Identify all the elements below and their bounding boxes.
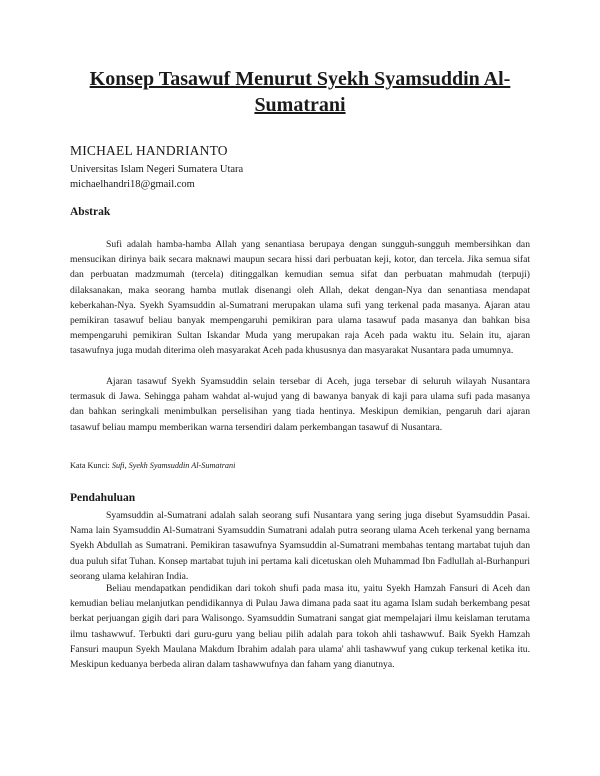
abstract-heading: Abstrak [70,206,111,218]
author-affiliation: Universitas Islam Negeri Sumatera Utara [70,164,244,175]
paper-title: Konsep Tasawuf Menurut Syekh Syamsuddin Al-Sumatrani [89,68,511,116]
keywords [70,461,235,470]
keywords-label: Kata Kunci: [70,461,110,470]
abstract-paragraph-1: Sufi adalah hamba-hamba Allah yang senantiasa berupaya dengan sungguh-sungguh membersihkan dan mensucikan dirinya baik secara maknawi maupun secara hissi dari perbuatan keji, kotor, dan tercela. Jika semua sifat dan perbuatan madzmumah (tercela) ditinggalkan kemudian semua sifat dan perbuatan mahmudah (terpuji) dilaksanakan, maka seorang hamba mutlak disenangi oleh Allah, dekat dengan-Nya dan senantiasa mendapat keberkahan-Nya. Syekh Syamsuddin al-Sumatrani merupakan ulama sufi yang terkenal pada masanya. Ajaran atau pemikiran tasawuf beliau banyak mempengaruhi pemikiran para ulama tasawuf pada masanya dan bahkan bisa mempengaruhi pemikiran Sultan Iskandar Muda yang merupakan raja Aceh pada waktu itu. Selain itu, ajaran tasawufnya juga mudah diterima oleh masyarakat Aceh pada khususnya dan masyarakat Nusantara pada umumnya. [70,239,530,357]
author-email[interactable]: michaelhandri18@gmail.com [70,179,195,190]
author-name: MICHAEL HANDRIANTO [70,143,228,158]
intro-paragraph-1: Syamsuddin al-Sumatrani adalah salah seorang sufi Nusantara yang sering juga disebut Syamsuddin Pasai. Nama lain Syamsuddin Al-Sumatrani Syamsuddin Sumatrani adalah putra seorang ulama Aceh terkenal yang bernama Syekh Abdullah as Sumatrani. Pemikiran tasawufnya Syamsuddin al-Sumatrani membahas tentang martabat tujuh dan dua puluh sifat Tuhan. Konsep martabat tujuh ini pertama kali dicetuskan oleh Muhammad Ibn Fadlullah al-Burhanpuri seorang ulama kelahiran India. [70,510,530,582]
abstract-paragraph-2: Ajaran tasawuf Syekh Syamsuddin selain tersebar di Aceh, juga tersebar di seluruh wilayah Nusantara termasuk di Jawa. Sehingga paham wahdat al-wujud yang di bawanya banyak di kaji para ulama sufi pada masanya dan bahkan seringkali menimbulkan perselisihan yang tiada hentinya. Meskipun demikian, pengaruh dari ajaran tasawuf beliau mampu memberikan warna tersendiri dalam perkembangan tasawuf di Nusantara. [70,376,530,433]
intro-heading: Pendahuluan [70,492,136,504]
intro-paragraph-2: Beliau mendapatkan pendidikan dari tokoh shufi pada masa itu, yaitu Syekh Hamzah Fansuri di Aceh dan kemudian beliau melanjutkan pendidikannya di Pulau Jawa dimana pada saat itu agama Islam sudah berkembang pesat berkat perjuangan gigih dari para Walisongo. Syamsuddin Sumatrani sangat giat mempelajari ilmu keislaman terutama ilmu tashawwuf. Terbukti dari guru-guru yang beliau pilih adalah para tokoh ahli tashawwuf. Baik Syekh Hamzah Fansuri maupun Syekh Maulana Makdum Ibrahim adalah para ulama' ahli tashawwuf yang cukup terkenal ketika itu. Meskipun keduanya berbeda aliran dalam tashawwufnya dan faham yang dianutnya. [70,583,530,671]
keywords-text: Sufi, Syekh Syamsuddin Al-Sumatrani [111,461,236,470]
